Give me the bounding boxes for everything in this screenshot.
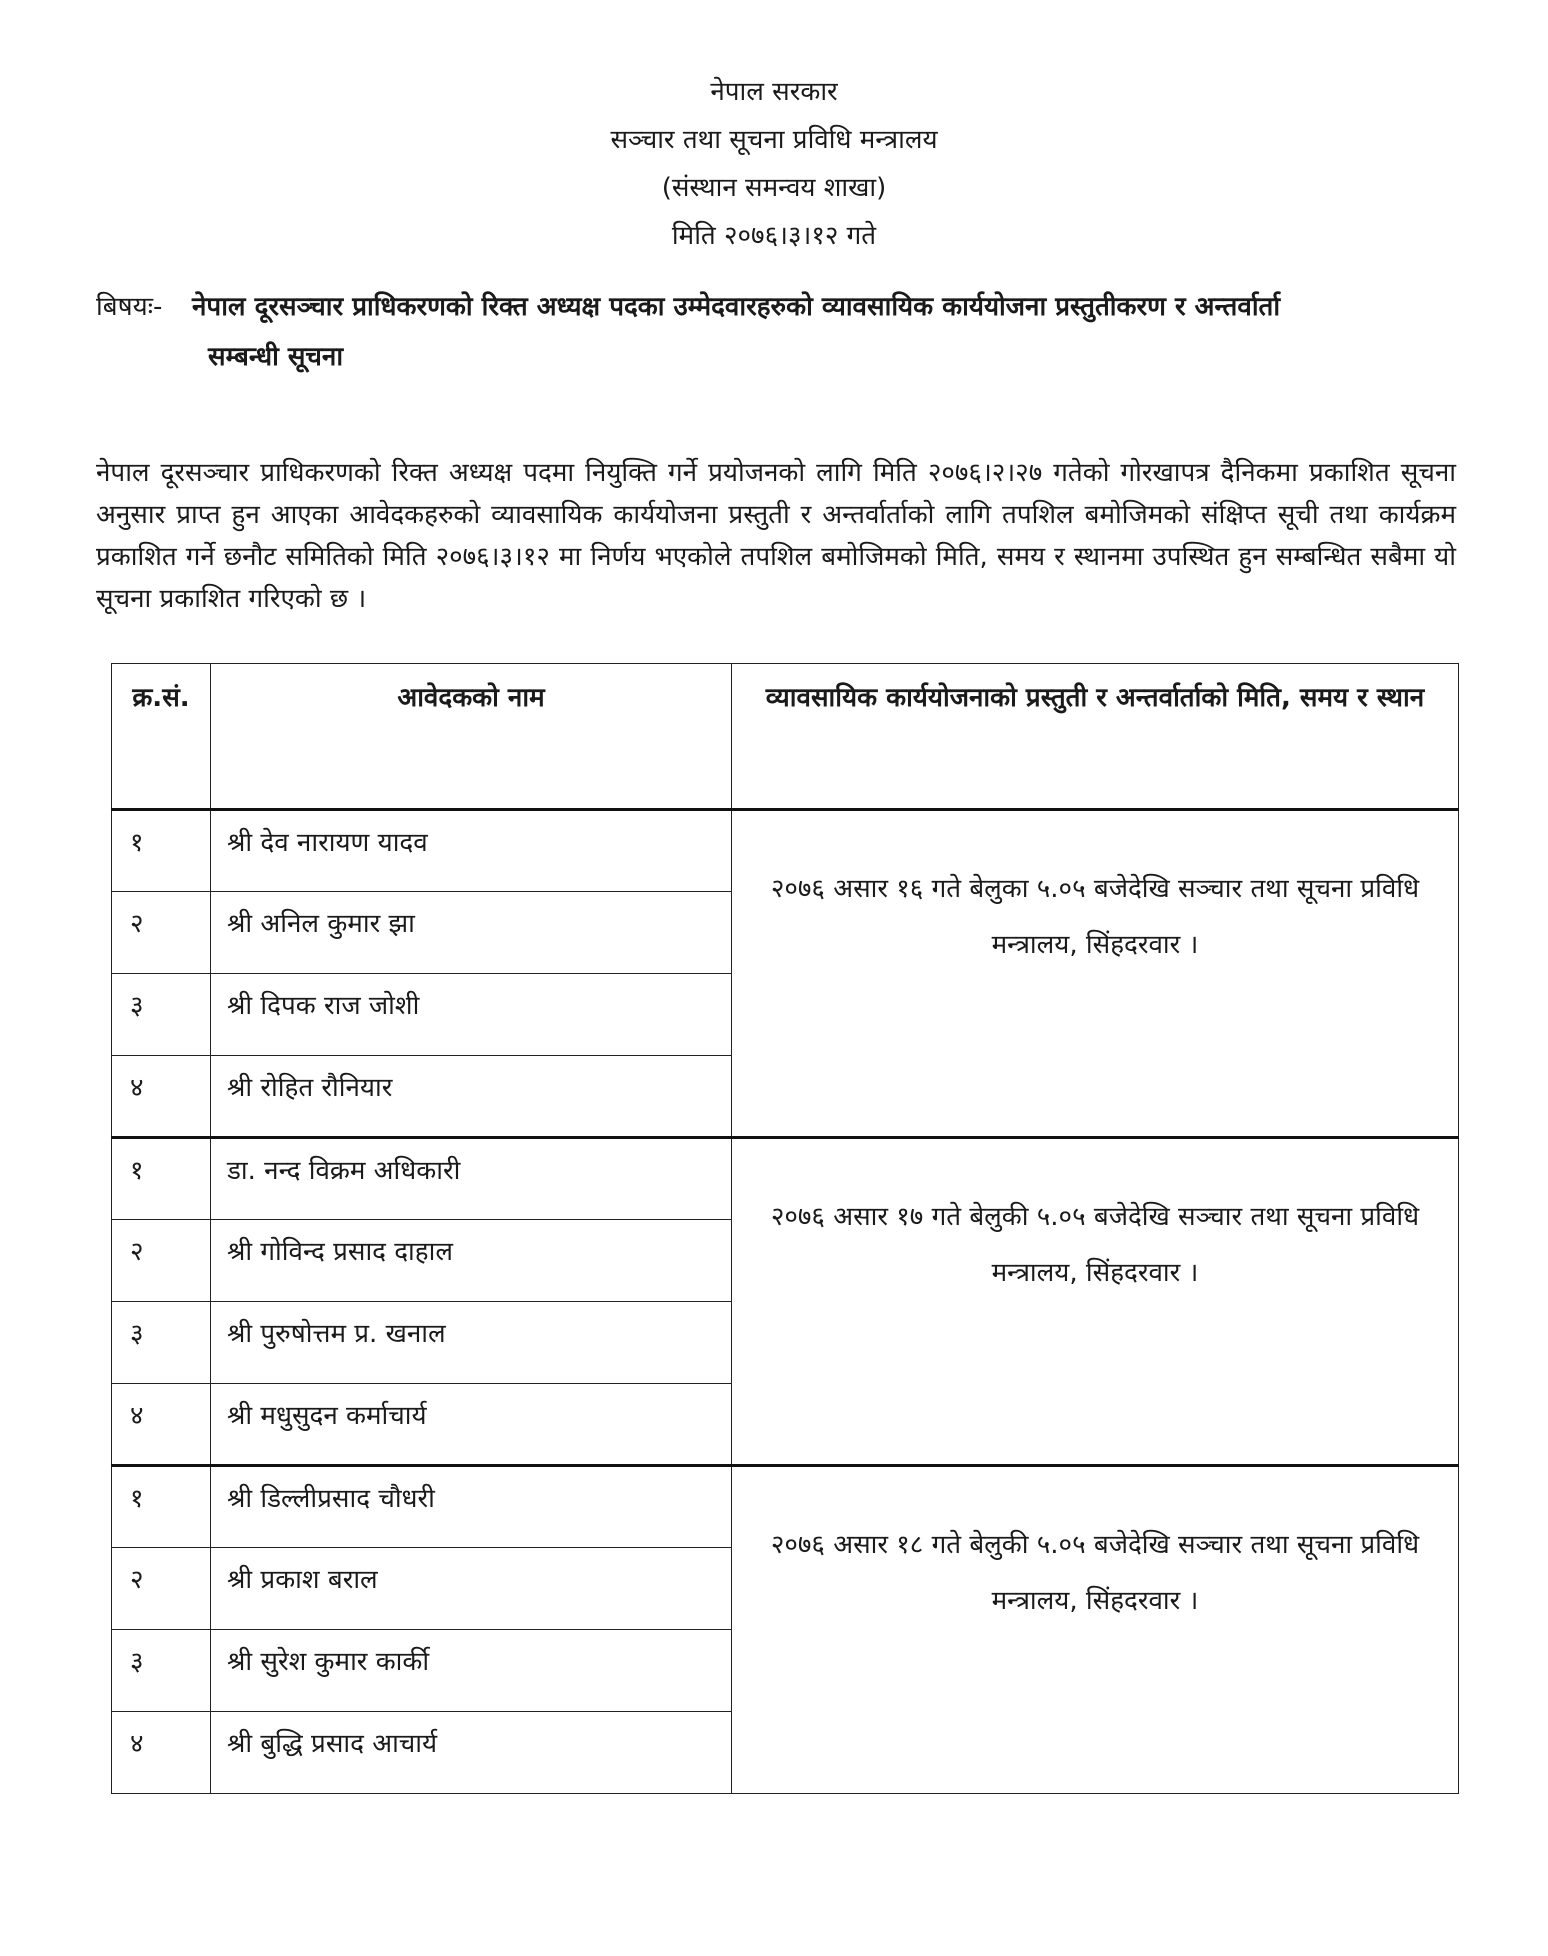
serial-number: २ bbox=[112, 1548, 211, 1630]
serial-number: ४ bbox=[112, 1712, 211, 1794]
serial-number: ३ bbox=[112, 974, 211, 1056]
applicant-name: श्री देव नारायण यादव bbox=[211, 810, 732, 892]
applicant-name: श्री दिपक राज जोशी bbox=[211, 974, 732, 1056]
section-name: (संस्थान समन्वय शाखा) bbox=[661, 173, 887, 203]
interview-schedule-table bbox=[111, 663, 1459, 1794]
notice-body: नेपाल दूरसञ्चार प्राधिकरणको रिक्त अध्यक्ष पदमा नियुक्ति गर्ने प्रयोजनको लागि मिति २०७६।२।२७ गतेको गोरखापत्र दैनिकमा प्रकाशित सूचना अनुसार प्राप्त हुन आएका आवेदकहरुको व्यावसायिक कार्ययोजना प्रस्तुती र अन्तर्वार्ताको लागि तपशिल बमोजिमको संक्षिप्त सूची तथा कार्यक्रम प्रकाशित गर्ने छनौट समितिको मिति २०७६।३।१२ मा निर्णय भएकोले तपशिल बमोजिमको मिति, समय र स्थानमा उपस्थित हुन सम्बन्धित सबैमा यो सूचना प्रकाशित गरिएको छ । bbox=[96, 458, 1456, 614]
subject-block bbox=[96, 282, 1456, 382]
serial-number: ४ bbox=[112, 1056, 211, 1138]
applicant-name: श्री पुरुषोत्तम प्र. खनाल bbox=[211, 1302, 732, 1384]
serial-number: ४ bbox=[112, 1384, 211, 1466]
applicant-name: श्री प्रकाश बराल bbox=[211, 1548, 732, 1630]
schedule-cell: २०७६ असार १८ गते बेलुकी ५.०५ बजेदेखि सञ्चार तथा सूचना प्रविधि मन्त्रालय, सिंहदरवार । bbox=[732, 1466, 1459, 1794]
table-row bbox=[112, 810, 1459, 892]
applicant-name: श्री गोविन्द प्रसाद दाहाल bbox=[211, 1220, 732, 1302]
serial-number: १ bbox=[112, 1466, 211, 1548]
applicant-name: श्री रोहित रौनियार bbox=[211, 1056, 732, 1138]
serial-number: २ bbox=[112, 892, 211, 974]
header-schedule: व्यावसायिक कार्ययोजनाको प्रस्तुती र अन्तर्वार्ताको मिति, समय र स्थान bbox=[732, 664, 1459, 810]
serial-number: ३ bbox=[112, 1630, 211, 1712]
header-serial-number: क्र.सं. bbox=[112, 664, 211, 810]
government-name: नेपाल सरकार bbox=[710, 77, 838, 107]
serial-number: १ bbox=[112, 810, 211, 892]
table-header-row bbox=[112, 664, 1459, 810]
table-row bbox=[112, 1466, 1459, 1548]
serial-number: १ bbox=[112, 1138, 211, 1220]
schedule-cell: २०७६ असार १७ गते बेलुकी ५.०५ बजेदेखि सञ्चार तथा सूचना प्रविधि मन्त्रालय, सिंहदरवार । bbox=[732, 1138, 1459, 1466]
applicant-name: श्री सुरेश कुमार कार्की bbox=[211, 1630, 732, 1712]
notice-date: मिति २०७६।३।१२ गते bbox=[671, 221, 877, 251]
applicant-name: श्री मधुसुदन कर्माचार्य bbox=[211, 1384, 732, 1466]
schedule-cell: २०७६ असार १६ गते बेलुका ५.०५ बजेदेखि सञ्चार तथा सूचना प्रविधि मन्त्रालय, सिंहदरवार । bbox=[732, 810, 1459, 1138]
serial-number: २ bbox=[112, 1220, 211, 1302]
header-applicant-name: आवेदकको नाम bbox=[211, 664, 732, 810]
applicant-name: श्री अनिल कुमार झा bbox=[211, 892, 732, 974]
applicant-name: डा. नन्द विक्रम अधिकारी bbox=[211, 1138, 732, 1220]
table-row bbox=[112, 1138, 1459, 1220]
subject-text: नेपाल दूरसञ्चार प्राधिकरणको रिक्त अध्यक्ष पदका उम्मेदवारहरुको व्यावसायिक कार्ययोजना प्रस्तुतीकरण र अन्तर्वार्ता bbox=[192, 292, 1281, 322]
notice-header bbox=[0, 68, 1548, 260]
applicant-name: श्री डिल्लीप्रसाद चौधरी bbox=[211, 1466, 732, 1548]
subject-text-continued: सम्बन्धी सूचना bbox=[208, 342, 344, 372]
serial-number: ३ bbox=[112, 1302, 211, 1384]
applicant-name: श्री बुद्धि प्रसाद आचार्य bbox=[211, 1712, 732, 1794]
subject-label: बिषयः- bbox=[96, 292, 163, 322]
ministry-name: सञ्चार तथा सूचना प्रविधि मन्त्रालय bbox=[610, 125, 938, 155]
